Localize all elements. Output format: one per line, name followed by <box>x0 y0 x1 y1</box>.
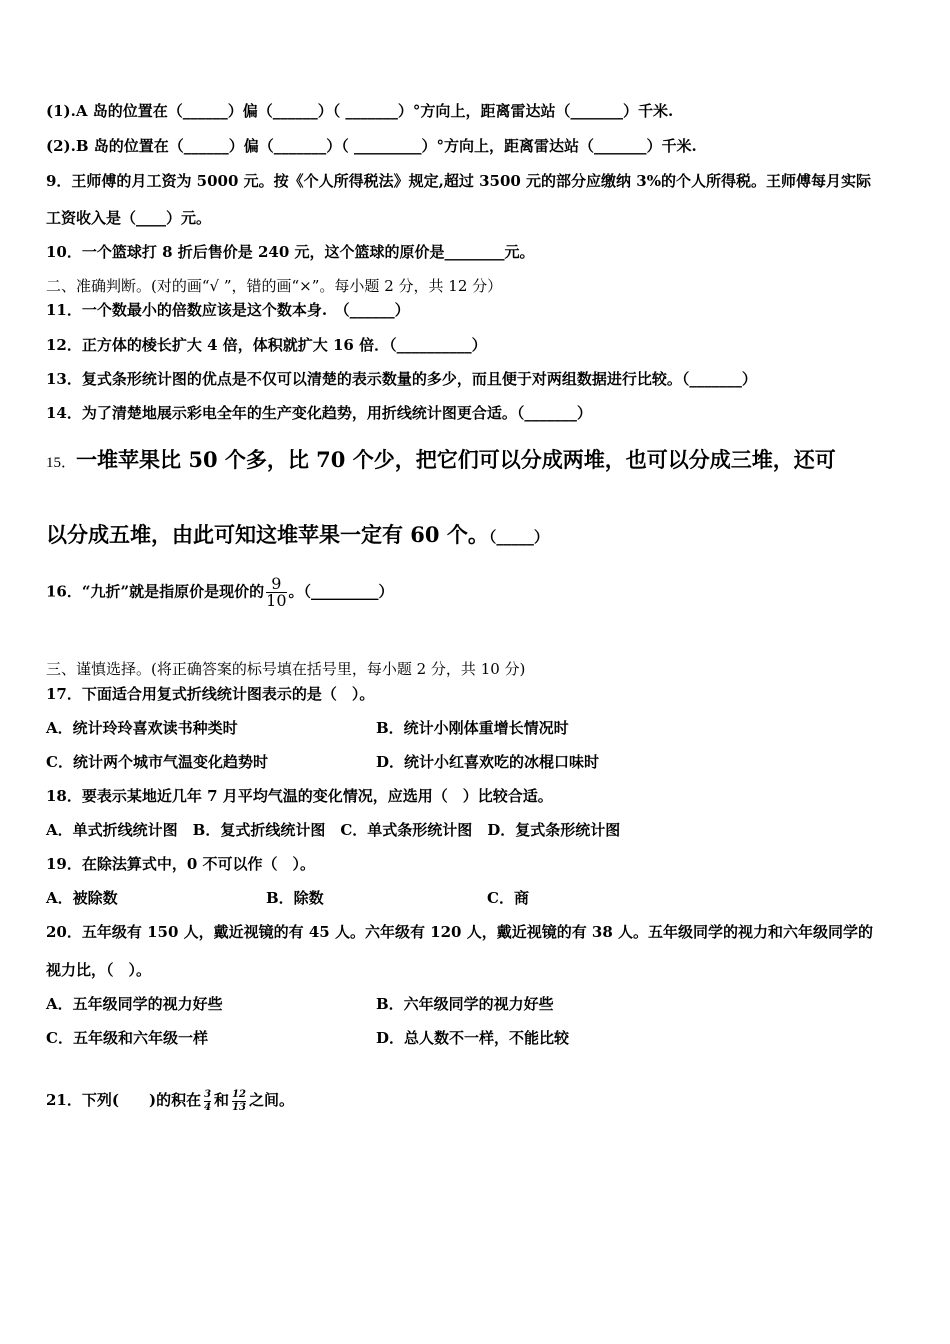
q21 <box>46 1082 294 1118</box>
q17-row1 <box>46 718 569 738</box>
q21-f1-denominator: 4 <box>204 1101 212 1113</box>
q15-number: 15． <box>46 455 77 471</box>
q21-pre: 21．下列( )的积在 <box>46 1091 202 1109</box>
q17-option-d: D．统计小红喜欢吃的冰棍口味时 <box>376 753 600 771</box>
q8-part1: (1).A 岛的位置在（______）偏（______）（ _______）°方向上，距离雷达站（_______）千米. <box>46 102 674 120</box>
section-3-heading: 三、谨慎选择。(将正确答案的标号填在括号里，每小题 2 分，共 10 分) <box>46 660 526 678</box>
q17-stem: 17．下面适合用复式折线统计图表示的是（ ）。 <box>46 685 375 703</box>
q15-line2 <box>46 520 549 550</box>
q15-text1: 一堆苹果比 50 个多，比 70 个少，把它们可以分成两堆，也可以分成三堆，还可 <box>76 447 836 472</box>
q16-post: 。（_________） <box>288 582 394 601</box>
q19-stem: 19．在除法算式中，0 不可以作（ ）。 <box>46 855 316 873</box>
q17-option-c: C．统计两个城市气温变化趋势时 <box>46 753 268 771</box>
q21-f1-numerator: 3 <box>204 1088 212 1100</box>
q20-option-c: C．五年级和六年级一样 <box>46 1029 208 1047</box>
section-2-heading: 二、准确判断。(对的画“√ ”，错的画“×”。每小题 2 分，共 12 分） <box>46 277 503 295</box>
q19-options <box>46 888 529 908</box>
q18-stem: 18．要表示某地近几年 7 月平均气温的变化情况，应选用（ ）比较合适。 <box>46 787 553 805</box>
q20-option-b: B．六年级同学的视力好些 <box>376 995 554 1013</box>
q17-row2 <box>46 752 600 772</box>
q15-line1 <box>46 445 836 475</box>
q15-blank: （_____） <box>488 528 549 546</box>
q21-fraction-1 <box>204 1089 211 1114</box>
q21-fraction-2 <box>232 1089 246 1114</box>
q9-line2: 工资收入是（____）元。 <box>46 209 212 227</box>
q20-option-a: A．五年级同学的视力好些 <box>46 995 223 1013</box>
q20-row1 <box>46 994 554 1014</box>
q15-text2: 以分成五堆，由此可知这堆苹果一定有 60 个。 <box>46 522 489 547</box>
q16-denominator: 10 <box>266 591 287 610</box>
q11: 11．一个数最小的倍数应该是这个数本身. （______） <box>46 301 410 319</box>
q16 <box>46 576 394 609</box>
q20-row2 <box>46 1028 570 1048</box>
q19-option-a: A．被除数 <box>46 889 118 907</box>
q16-numerator: 9 <box>271 574 282 593</box>
q18-options: A．单式折线统计图 B．复式折线统计图 C．单式条形统计图 D．复式条形统计图 <box>46 821 621 839</box>
q20-line2: 视力比，（ ）。 <box>46 961 152 979</box>
q21-f2-numerator: 12 <box>232 1088 246 1100</box>
q20-option-d: D．总人数不一样，不能比较 <box>376 1029 570 1047</box>
q21-post: 之间。 <box>248 1091 294 1109</box>
q9-line1: 9．王师傅的月工资为 5000 元。按《个人所得税法》规定,超过 3500 元的部分应缴纳 3%的个人所得税。王师傅每月实际 <box>46 172 871 190</box>
q21-f2-denominator: 13 <box>232 1101 246 1113</box>
q8-part2: (2).B 岛的位置在（______）偏（_______）（ _________）°方向上，距离雷达站（_______）千米. <box>46 137 697 155</box>
q16-pre: 16．“九折”就是指原价是现价的 <box>46 582 265 601</box>
q20-line1: 20．五年级有 150 人，戴近视镜的有 45 人。六年级有 120 人，戴近视镜的有 38 人。五年级同学的视力和六年级同学的 <box>46 923 874 941</box>
q17-option-a: A．统计玲玲喜欢读书种类时 <box>46 719 238 737</box>
q16-fraction <box>266 576 286 609</box>
q14: 14．为了清楚地展示彩电全年的生产变化趋势，用折线统计图更合适。（_______） <box>46 404 592 422</box>
q12: 12．正方体的棱长扩大 4 倍，体积就扩大 16 倍．（__________） <box>46 336 487 354</box>
q10: 10．一个篮球打 8 折后售价是 240 元，这个篮球的原价是________元。 <box>46 243 535 261</box>
q17-option-b: B．统计小刚体重增长情况时 <box>376 719 569 737</box>
q21-mid: 和 <box>214 1091 230 1109</box>
q19-option-c: C．商 <box>487 889 529 907</box>
q19-option-b: B．除数 <box>266 889 324 907</box>
q13: 13．复式条形统计图的优点是不仅可以清楚的表示数量的多少，而且便于对两组数据进行比较。（_______） <box>46 370 757 388</box>
